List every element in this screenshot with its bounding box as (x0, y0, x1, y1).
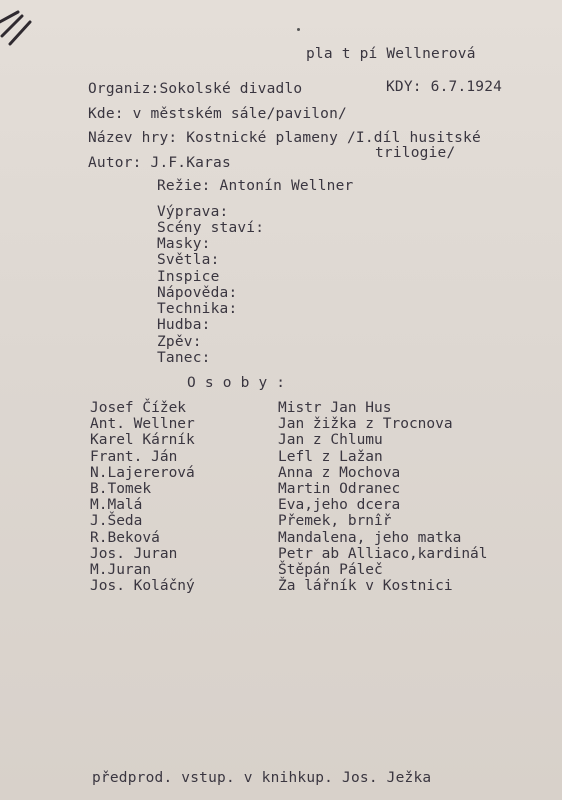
actor-name: Jos. Juran (90, 545, 178, 562)
cast-row (90, 513, 550, 529)
actor-name: M.Malá (90, 497, 143, 514)
persons-heading: O s o b y : (187, 375, 286, 391)
role-name: Petr ab Alliaco,kardinál (278, 545, 488, 562)
actor-name: Jos. Koláčný (90, 578, 195, 595)
cast-row (90, 546, 550, 562)
role-name: Mandalena, jeho matka (278, 529, 462, 546)
crew-line: Světla: (157, 252, 220, 268)
crew-line: Tanec: (157, 350, 211, 366)
date-line: KDY: 6.7.1924 (386, 79, 503, 95)
role-name: Jan z Chlumu (278, 432, 383, 449)
actor-name: R.Beková (90, 529, 160, 546)
actor-name: Ant. Wellner (90, 416, 195, 433)
cast-row (90, 481, 550, 497)
title-line-continued: trilogie/ (375, 145, 456, 161)
venue-line: Kde: v městském sále/pavilon/ (88, 106, 347, 122)
role-name: Štěpán Páleč (278, 561, 383, 578)
cast-list (90, 400, 550, 594)
placard-note: pla t pí Wellnerová (306, 46, 476, 62)
cast-row (90, 416, 550, 432)
actor-name: Karel Kárník (90, 432, 195, 449)
director-line: Režie: Antonín Wellner (157, 178, 354, 194)
role-name: Ža lářník v Kostnici (278, 578, 453, 595)
role-name: Eva,jeho dcera (278, 497, 401, 514)
footer-note: předprod. vstup. v knihkup. Jos. Ježka (92, 770, 432, 786)
actor-name: J.Šeda (90, 513, 143, 530)
crew-line: Hudba: (157, 317, 211, 333)
crew-line: Masky: (157, 236, 211, 252)
cast-row (90, 578, 550, 594)
crew-line: Zpěv: (157, 334, 202, 350)
cast-row (90, 400, 550, 416)
actor-name: B.Tomek (90, 480, 152, 497)
crew-line: Scény staví: (157, 220, 265, 236)
cast-row (90, 562, 550, 578)
actor-name: M.Juran (90, 561, 152, 578)
ink-dot (297, 28, 300, 31)
actor-name: Frant. Ján (90, 448, 178, 465)
author-line: Autor: J.F.Karas (88, 155, 231, 171)
role-name: Přemek, brnîř (278, 513, 392, 530)
role-name: Lefl z Lažan (278, 448, 383, 465)
cast-row (90, 432, 550, 448)
organizer-line: Organiz:Sokolské divadlo (88, 81, 303, 97)
cast-row (90, 497, 550, 513)
cast-row (90, 449, 550, 465)
role-name: Martin Odranec (278, 480, 401, 497)
crew-line: Výprava: (157, 204, 229, 220)
actor-name: Josef Čížek (90, 400, 187, 416)
role-name: Mistr Jan Hus (278, 400, 392, 416)
crew-line: Nápověda: (157, 285, 238, 301)
title-line: Název hry: Kostnické plameny /I.díl husitské (88, 130, 481, 146)
crew-line: Technika: (157, 301, 238, 317)
cast-row (90, 530, 550, 546)
role-name: Anna z Mochova (278, 464, 401, 481)
crew-line: Inspice (157, 269, 220, 285)
cast-row (90, 465, 550, 481)
handwritten-mark-icon (0, 6, 40, 46)
actor-name: N.Lajererová (90, 464, 195, 481)
role-name: Jan žižka z Trocnova (278, 416, 453, 433)
